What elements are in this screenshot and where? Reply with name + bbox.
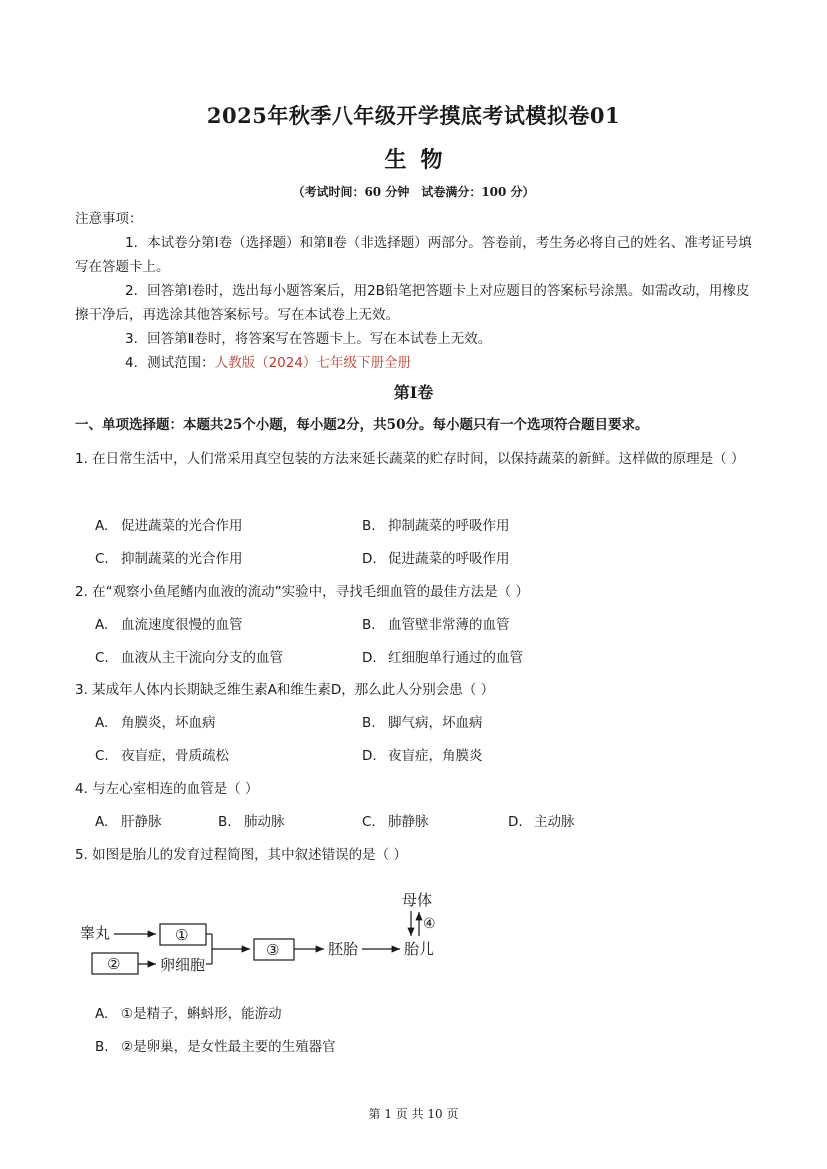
question-2-option-c: C. 血液从主干流向分支的血管 — [95, 650, 283, 666]
question-3-stem: 3. 某成年人体内长期缺乏维生素A和维生素D，那么此人分别会患（ ） — [75, 682, 495, 698]
question-3-option-b: B. 脚气病，坏血病 — [362, 715, 483, 731]
question-1-stem: 1. 在日常生活中，人们常采用真空包装的方法来延长蔬菜的贮存时间，以保持蔬菜的新鲜。这样做的原理是（ ） — [75, 451, 745, 467]
fetus-label: 胎儿 — [404, 940, 435, 958]
question-2-option-b: B. 血管壁非常薄的血管 — [362, 617, 510, 633]
fetal-development-diagram — [80, 880, 460, 980]
note-item-3: 3．回答第Ⅱ卷时，将答案写在答题卡上。写在本试卷上无效。 — [125, 331, 492, 347]
question-1-option-c: C. 抑制蔬菜的光合作用 — [95, 551, 243, 567]
exam-title: 2025年秋季八年级开学摸底考试模拟卷01 — [206, 103, 621, 128]
box-2-label: ② — [107, 955, 121, 973]
note-item-2: 2．回答第Ⅰ卷时，选出每小题答案后，用2B铅笔把答题卡上对应题目的答案标号涂黑。如需改动，用橡皮擦干净后，再选涂其他答案标号。写在本试卷上无效。 — [75, 283, 750, 323]
question-1-option-b: B. 抑制蔬菜的呼吸作用 — [362, 518, 510, 534]
question-1-option-a: A. 促进蔬菜的光合作用 — [95, 518, 243, 534]
question-4-option-a: A. 肝静脉 — [95, 814, 162, 830]
arrow-4-label: ④ — [423, 916, 436, 932]
question-3-option-a: A. 角膜炎，坏血病 — [95, 715, 216, 731]
mother-label: 母体 — [402, 891, 433, 909]
note-item-1: 1．本试卷分第Ⅰ卷（选择题）和第Ⅱ卷（非选择题）两部分。答卷前，考生务必将自己的姓名、准考证号填写在答题卡上。 — [75, 235, 752, 275]
question-2-option-d: D. 红细胞单行通过的血管 — [362, 650, 523, 666]
page-footer: 第 1 页 共 10 页 — [368, 1107, 459, 1121]
section-heading: 一、单项选择题：本题共25个小题，每小题2分，共50分。每小题只有一个选项符合题目要求。 — [75, 417, 649, 433]
scope-label: 4．测试范围： — [125, 355, 215, 371]
section-title: 第Ⅰ卷 — [393, 383, 434, 402]
subject-title: 生物 — [384, 147, 457, 173]
question-1-option-d: D. 促进蔬菜的呼吸作用 — [362, 551, 510, 567]
embryo-label: 胚胎 — [328, 940, 359, 958]
question-4-option-c: C. 肺静脉 — [362, 814, 429, 830]
exam-info: （考试时间：60 分钟 试卷满分：100 分） — [292, 185, 535, 199]
notes-title: 注意事项： — [75, 211, 143, 227]
box-1-label: ① — [175, 926, 189, 944]
question-4-stem: 4. 与左心室相连的血管是（ ） — [75, 781, 259, 797]
question-5-option-a: A. ①是精子，蝌蚪形，能游动 — [95, 1006, 282, 1022]
question-2-stem: 2. 在“观察小鱼尾鳍内血液的流动”实验中，寻找毛细血管的最佳方法是（ ） — [75, 584, 529, 600]
egg-cell-label: 卵细胞 — [160, 956, 206, 974]
question-3-option-c: C. 夜盲症，骨质疏松 — [95, 748, 229, 764]
scope-value: 人教版（2024）七年级下册全册 — [214, 355, 411, 371]
question-3-option-d: D. 夜盲症，角膜炎 — [362, 748, 483, 764]
note-item-4 — [75, 351, 755, 375]
question-5-option-b: B. ②是卵巢，是女性最主要的生殖器官 — [95, 1039, 336, 1055]
box-3-label: ③ — [266, 941, 280, 959]
testis-label: 睾丸 — [80, 924, 111, 942]
question-4-option-b: B. 肺动脉 — [218, 814, 285, 830]
question-5-stem: 5. 如图是胎儿的发育过程简图，其中叙述错误的是（ ） — [75, 847, 407, 863]
question-2-option-a: A. 血流速度很慢的血管 — [95, 617, 243, 633]
question-4-option-d: D. 主动脉 — [508, 814, 575, 830]
